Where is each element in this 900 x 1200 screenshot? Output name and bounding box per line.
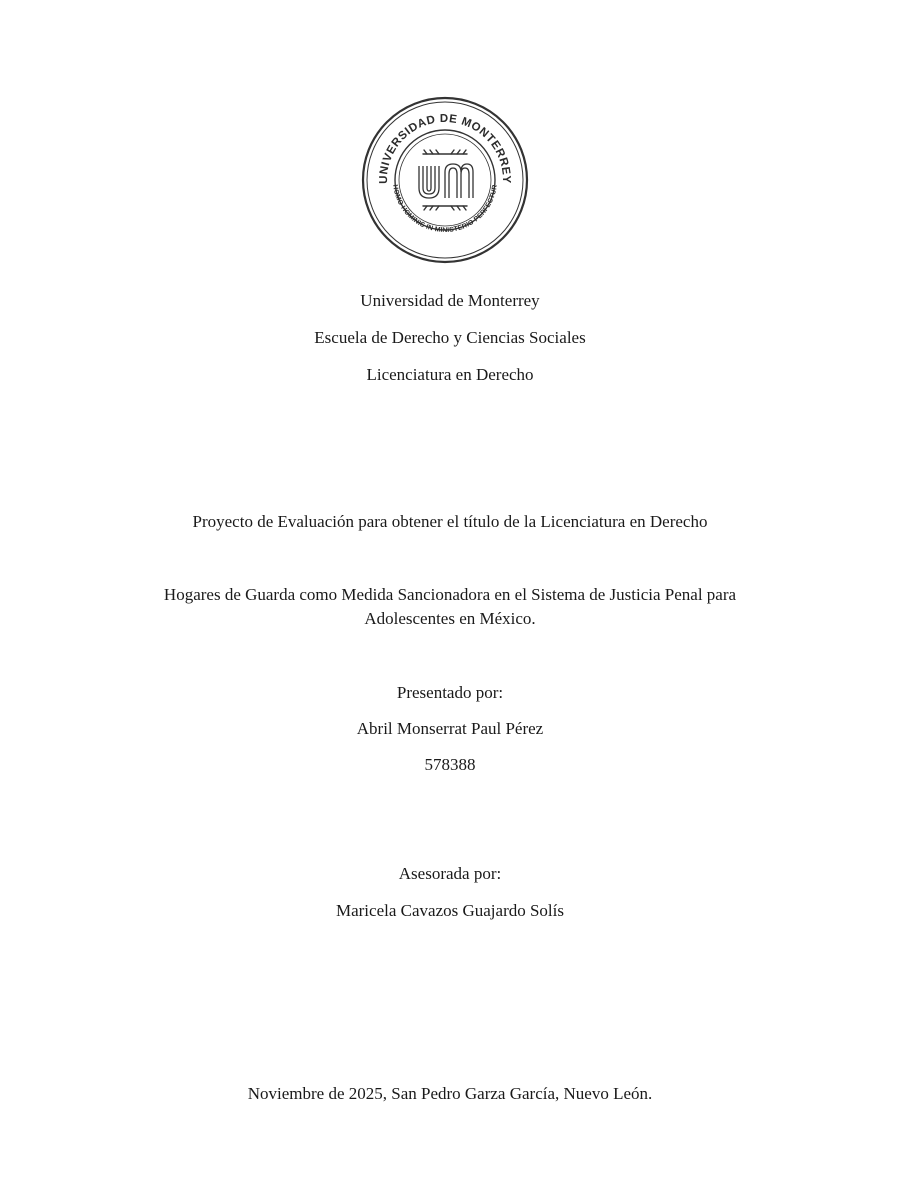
school-name: Escuela de Derecho y Ciencias Sociales [314,328,586,347]
seal-top-text: UNIVERSIDAD DE MONTERREY [377,112,513,184]
thesis-title-line-2: Adolescentes en México. [364,609,536,628]
university-seal-logo [361,96,529,264]
advised-by-label: Asesorada por: [398,864,502,883]
student-id: 578388 [424,755,476,774]
program-name: Licenciatura en Derecho [366,365,534,384]
project-purpose: Proyecto de Evaluación para obtener el título de la Licenciatura en Derecho [192,512,708,531]
thesis-title-line-1: Hogares de Guarda como Medida Sancionadora en el Sistema de Justicia Penal para [163,585,737,604]
date-and-place: Noviembre de 2025, San Pedro Garza García, Nuevo León. [247,1084,653,1103]
author-name: Abril Monserrat Paul Pérez [356,719,544,738]
presented-by-label: Presentado por: [396,683,504,702]
university-name: Universidad de Monterrey [360,291,540,310]
advisor-name: Maricela Cavazos Guajardo Solís [335,901,564,920]
seal-motto-text: HOMO HOMINIS IN MINISTERIO PERFECTUR [391,184,499,235]
